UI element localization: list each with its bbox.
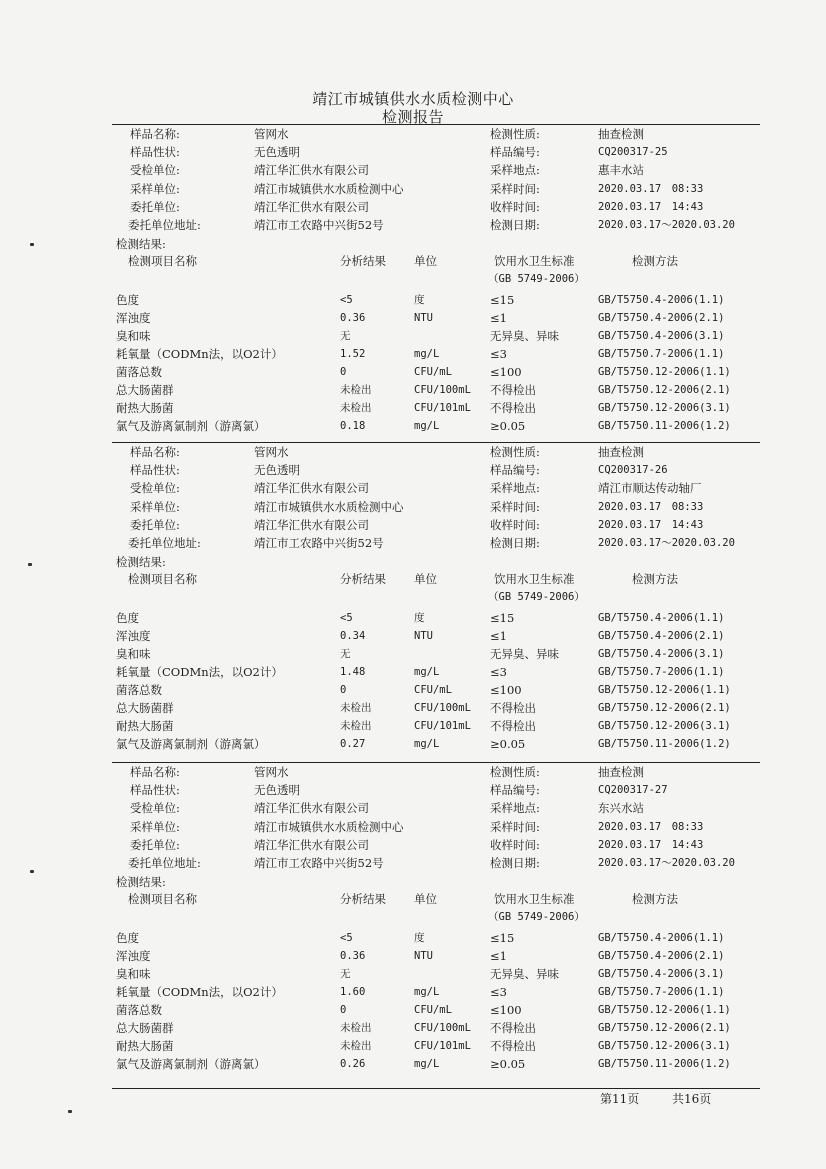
result-method: GB/T5750.4-2006(3.1): [598, 968, 725, 980]
result-item: 菌落总数: [116, 365, 162, 379]
section-top-rule: [112, 124, 760, 125]
col-standard-header: 饮用水卫生标准: [494, 254, 575, 268]
receiving-time-value: 2020.03.17 14:43: [598, 518, 704, 531]
result-item: 菌落总数: [116, 683, 162, 697]
result-item: 浑浊度: [116, 311, 151, 325]
col-standard-header: 饮用水卫生标准: [494, 572, 575, 586]
sample-name-label: 样品名称:: [130, 445, 180, 459]
result-value: <5: [340, 612, 353, 624]
result-unit: CFU/100mL: [414, 702, 471, 714]
sampling-time-value: 2020.03.17 08:33: [598, 182, 704, 195]
col-standard-ref: （GB 5749-2006）: [488, 591, 585, 603]
entrusting-unit-value: 靖江华汇供水有限公司: [254, 517, 369, 532]
result-method: GB/T5750.11-2006(1.2): [598, 420, 731, 432]
result-item: 总大肠菌群: [116, 701, 174, 715]
entrusting-address-label: 委托单位地址:: [128, 536, 201, 550]
sample-state-value: 无色透明: [254, 463, 300, 478]
page-current: 第11页: [600, 1092, 640, 1106]
result-method: GB/T5750.4-2006(3.1): [598, 330, 725, 342]
result-unit: mg/L: [414, 1058, 440, 1070]
entrusting-address-value: 靖江市工农路中兴街52号: [254, 536, 384, 550]
col-item-header: 检测项目名称: [128, 892, 197, 906]
results-label: 检测结果:: [116, 555, 166, 569]
result-method: GB/T5750.12-2006(1.1): [598, 366, 731, 378]
result-unit: CFU/mL: [414, 1004, 452, 1016]
result-item: 耐热大肠菌: [116, 401, 174, 415]
sampling-time-label: 采样时间:: [490, 499, 540, 514]
entrusting-unit-value: 靖江华汇供水有限公司: [254, 837, 369, 852]
sampling-time-label: 采样时间:: [490, 181, 540, 196]
entrusting-address-label: 委托单位地址:: [128, 856, 201, 870]
test-nature-value: 抽查检测: [598, 765, 644, 779]
result-item: 菌落总数: [116, 1003, 162, 1017]
inspected-unit-value: 靖江华汇供水有限公司: [254, 481, 369, 496]
sampling-time-value: 2020.03.17 08:33: [598, 820, 704, 833]
binder-mark: [30, 243, 34, 246]
result-value: 未检出: [340, 702, 372, 714]
test-date-label: 检测日期:: [490, 856, 540, 870]
sample-state-label: 样品性状:: [130, 463, 180, 478]
result-item: 浑浊度: [116, 629, 151, 643]
result-value: 无: [340, 648, 351, 660]
sampling-unit-label: 采样单位:: [130, 499, 180, 514]
result-unit: mg/L: [414, 420, 440, 432]
col-standard-header: 饮用水卫生标准: [494, 892, 575, 906]
test-nature-label: 检测性质:: [490, 765, 540, 779]
result-value: 0.26: [340, 1058, 366, 1070]
result-value: 0.18: [340, 420, 366, 432]
result-standard: ≤3: [490, 665, 507, 679]
col-standard-ref: （GB 5749-2006）: [488, 273, 585, 285]
result-method: GB/T5750.4-2006(1.1): [598, 932, 725, 944]
result-item: 耗氧量（CODMn法，以O2计）: [116, 347, 283, 361]
col-item-header: 检测项目名称: [128, 254, 197, 268]
sample-name-label: 样品名称:: [130, 127, 180, 141]
result-item: 总大肠菌群: [116, 383, 174, 397]
result-standard: ≤100: [490, 1003, 522, 1017]
result-method: GB/T5750.4-2006(1.1): [598, 612, 725, 624]
test-date-value: 2020.03.17～2020.03.20: [598, 857, 735, 869]
sampling-location-value: 东兴水站: [598, 801, 644, 816]
result-standard: ≤1: [490, 629, 507, 643]
result-item: 臭和味: [116, 329, 151, 343]
result-unit: CFU/101mL: [414, 720, 471, 732]
sample-number-label: 样品编号:: [490, 783, 540, 798]
result-value: 1.48: [340, 666, 366, 678]
result-method: GB/T5750.11-2006(1.2): [598, 1058, 731, 1070]
result-method: GB/T5750.4-2006(3.1): [598, 648, 725, 660]
result-unit: CFU/101mL: [414, 402, 471, 414]
col-standard-ref: （GB 5749-2006）: [488, 911, 585, 923]
sampling-location-label: 采样地点:: [490, 801, 540, 816]
result-item: 氯气及游离氯制剂（游离氯）: [116, 737, 266, 751]
sampling-location-label: 采样地点:: [490, 481, 540, 496]
test-nature-value: 抽查检测: [598, 445, 644, 459]
result-unit: 度: [414, 294, 425, 306]
col-result-header: 分析结果: [340, 892, 386, 906]
result-standard: 无异臭、异味: [490, 329, 559, 343]
result-standard: ≤3: [490, 985, 507, 999]
sample-number-label: 样品编号:: [490, 463, 540, 478]
result-standard: ≥0.05: [490, 737, 526, 751]
result-method: GB/T5750.12-2006(3.1): [598, 720, 731, 732]
result-standard: ≤15: [490, 931, 515, 945]
sample-state-value: 无色透明: [254, 145, 300, 160]
sampling-unit-value: 靖江市城镇供水水质检测中心: [254, 819, 404, 834]
result-unit: 度: [414, 612, 425, 624]
result-unit: CFU/100mL: [414, 1022, 471, 1034]
receiving-time-label: 收样时间:: [490, 517, 540, 532]
footer-rule: [112, 1088, 760, 1089]
result-method: GB/T5750.7-2006(1.1): [598, 666, 725, 678]
result-standard: 不得检出: [490, 719, 536, 733]
result-standard: 无异臭、异味: [490, 647, 559, 661]
result-item: 臭和味: [116, 647, 151, 661]
sampling-location-label: 采样地点:: [490, 163, 540, 178]
entrusting-address-label: 委托单位地址:: [128, 218, 201, 232]
test-date-value: 2020.03.17～2020.03.20: [598, 537, 735, 549]
inspected-unit-label: 受检单位:: [130, 481, 180, 496]
result-value: 1.52: [340, 348, 366, 360]
result-value: 0: [340, 366, 347, 378]
result-standard: 不得检出: [490, 701, 536, 715]
entrusting-unit-value: 靖江华汇供水有限公司: [254, 199, 369, 214]
result-value: 0.36: [340, 312, 366, 324]
result-item: 耐热大肠菌: [116, 1039, 174, 1053]
sampling-time-value: 2020.03.17 08:33: [598, 500, 704, 513]
sampling-location-value: 惠丰水站: [598, 163, 644, 178]
sample-state-label: 样品性状:: [130, 145, 180, 160]
result-method: GB/T5750.11-2006(1.2): [598, 738, 731, 750]
results-label: 检测结果:: [116, 875, 166, 889]
result-standard: 不得检出: [490, 401, 536, 415]
result-method: GB/T5750.12-2006(1.1): [598, 684, 731, 696]
sampling-unit-value: 靖江市城镇供水水质检测中心: [254, 499, 404, 514]
result-unit: mg/L: [414, 348, 440, 360]
binder-mark: [30, 870, 34, 873]
result-method: GB/T5750.12-2006(2.1): [598, 702, 731, 714]
result-unit: NTU: [414, 950, 433, 962]
result-item: 氯气及游离氯制剂（游离氯）: [116, 419, 266, 433]
sampling-unit-label: 采样单位:: [130, 181, 180, 196]
inspected-unit-value: 靖江华汇供水有限公司: [254, 801, 369, 816]
entrusting-unit-label: 委托单位:: [130, 199, 180, 214]
inspected-unit-label: 受检单位:: [130, 163, 180, 178]
report-title: 靖江市城镇供水水质检测中心: [312, 90, 514, 108]
result-method: GB/T5750.12-2006(3.1): [598, 1040, 731, 1052]
binder-mark: [68, 1110, 72, 1113]
result-unit: 度: [414, 932, 425, 944]
result-value: 0.27: [340, 738, 366, 750]
result-value: 未检出: [340, 384, 372, 396]
result-method: GB/T5750.4-2006(2.1): [598, 312, 725, 324]
test-date-value: 2020.03.17～2020.03.20: [598, 219, 735, 231]
result-value: 0.34: [340, 630, 366, 642]
result-unit: CFU/mL: [414, 684, 452, 696]
result-value: 未检出: [340, 720, 372, 732]
result-value: 0: [340, 1004, 347, 1016]
result-standard: ≤1: [490, 949, 507, 963]
sample-name-value: 管网水: [254, 445, 289, 459]
sample-state-label: 样品性状:: [130, 783, 180, 798]
result-method: GB/T5750.12-2006(2.1): [598, 384, 731, 396]
sample-number-value: CQ200317-26: [598, 464, 668, 477]
result-value: <5: [340, 294, 353, 306]
result-standard: 不得检出: [490, 383, 536, 397]
results-label: 检测结果:: [116, 237, 166, 251]
result-item: 臭和味: [116, 967, 151, 981]
col-result-header: 分析结果: [340, 254, 386, 268]
col-method-header: 检测方法: [632, 254, 678, 268]
receiving-time-value: 2020.03.17 14:43: [598, 200, 704, 213]
result-standard: 无异臭、异味: [490, 967, 559, 981]
result-item: 耗氧量（CODMn法，以O2计）: [116, 665, 283, 679]
col-result-header: 分析结果: [340, 572, 386, 586]
sample-number-value: CQ200317-25: [598, 146, 668, 159]
col-unit-header: 单位: [414, 572, 437, 586]
result-standard: ≥0.05: [490, 1057, 526, 1071]
sampling-location-value: 靖江市顺达传动轴厂: [598, 481, 702, 496]
entrusting-address-value: 靖江市工农路中兴街52号: [254, 856, 384, 870]
entrusting-unit-label: 委托单位:: [130, 837, 180, 852]
sample-number-value: CQ200317-27: [598, 784, 668, 797]
test-date-label: 检测日期:: [490, 536, 540, 550]
result-value: 0.36: [340, 950, 366, 962]
sampling-unit-label: 采样单位:: [130, 819, 180, 834]
result-unit: CFU/mL: [414, 366, 452, 378]
result-standard: ≤100: [490, 683, 522, 697]
result-item: 浑浊度: [116, 949, 151, 963]
receiving-time-label: 收样时间:: [490, 837, 540, 852]
result-item: 色度: [116, 611, 139, 625]
result-value: 1.60: [340, 986, 366, 998]
sampling-time-label: 采样时间:: [490, 819, 540, 834]
col-unit-header: 单位: [414, 892, 437, 906]
binder-mark: [28, 563, 32, 566]
result-unit: mg/L: [414, 666, 440, 678]
result-item: 耗氧量（CODMn法，以O2计）: [116, 985, 283, 999]
result-value: 未检出: [340, 1022, 372, 1034]
sample-state-value: 无色透明: [254, 783, 300, 798]
col-method-header: 检测方法: [632, 892, 678, 906]
section-top-rule: [112, 442, 760, 443]
result-standard: ≤15: [490, 611, 515, 625]
test-nature-label: 检测性质:: [490, 445, 540, 459]
result-item: 总大肠菌群: [116, 1021, 174, 1035]
report-subtitle: 检测报告: [381, 108, 444, 126]
result-standard: 不得检出: [490, 1039, 536, 1053]
test-date-label: 检测日期:: [490, 218, 540, 232]
page-total: 共16页: [672, 1092, 712, 1106]
inspected-unit-value: 靖江华汇供水有限公司: [254, 163, 369, 178]
result-unit: mg/L: [414, 986, 440, 998]
result-standard: 不得检出: [490, 1021, 536, 1035]
col-unit-header: 单位: [414, 254, 437, 268]
result-unit: NTU: [414, 630, 433, 642]
result-method: GB/T5750.12-2006(1.1): [598, 1004, 731, 1016]
result-standard: ≤1: [490, 311, 507, 325]
sample-name-value: 管网水: [254, 127, 289, 141]
col-method-header: 检测方法: [632, 572, 678, 586]
result-item: 色度: [116, 931, 139, 945]
sample-name-value: 管网水: [254, 765, 289, 779]
result-standard: ≤100: [490, 365, 522, 379]
test-nature-value: 抽查检测: [598, 127, 644, 141]
receiving-time-label: 收样时间:: [490, 199, 540, 214]
result-item: 色度: [116, 293, 139, 307]
result-item: 耐热大肠菌: [116, 719, 174, 733]
result-method: GB/T5750.7-2006(1.1): [598, 986, 725, 998]
entrusting-unit-label: 委托单位:: [130, 517, 180, 532]
section-top-rule: [112, 762, 760, 763]
result-value: <5: [340, 932, 353, 944]
result-unit: CFU/101mL: [414, 1040, 471, 1052]
result-method: GB/T5750.12-2006(2.1): [598, 1022, 731, 1034]
sampling-unit-value: 靖江市城镇供水水质检测中心: [254, 181, 404, 196]
test-nature-label: 检测性质:: [490, 127, 540, 141]
result-item: 氯气及游离氯制剂（游离氯）: [116, 1057, 266, 1071]
receiving-time-value: 2020.03.17 14:43: [598, 838, 704, 851]
sample-number-label: 样品编号:: [490, 145, 540, 160]
result-method: GB/T5750.4-2006(2.1): [598, 950, 725, 962]
result-standard: ≤3: [490, 347, 507, 361]
result-value: 未检出: [340, 402, 372, 414]
col-item-header: 检测项目名称: [128, 572, 197, 586]
entrusting-address-value: 靖江市工农路中兴街52号: [254, 218, 384, 232]
result-unit: CFU/100mL: [414, 384, 471, 396]
sample-name-label: 样品名称:: [130, 765, 180, 779]
result-unit: NTU: [414, 312, 433, 324]
result-method: GB/T5750.4-2006(1.1): [598, 294, 725, 306]
result-method: GB/T5750.12-2006(3.1): [598, 402, 731, 414]
result-value: 0: [340, 684, 347, 696]
result-method: GB/T5750.4-2006(2.1): [598, 630, 725, 642]
result-standard: ≥0.05: [490, 419, 526, 433]
result-value: 无: [340, 968, 351, 980]
result-value: 无: [340, 330, 351, 342]
inspected-unit-label: 受检单位:: [130, 801, 180, 816]
result-standard: ≤15: [490, 293, 515, 307]
result-value: 未检出: [340, 1040, 372, 1052]
result-unit: mg/L: [414, 738, 440, 750]
result-method: GB/T5750.7-2006(1.1): [598, 348, 725, 360]
